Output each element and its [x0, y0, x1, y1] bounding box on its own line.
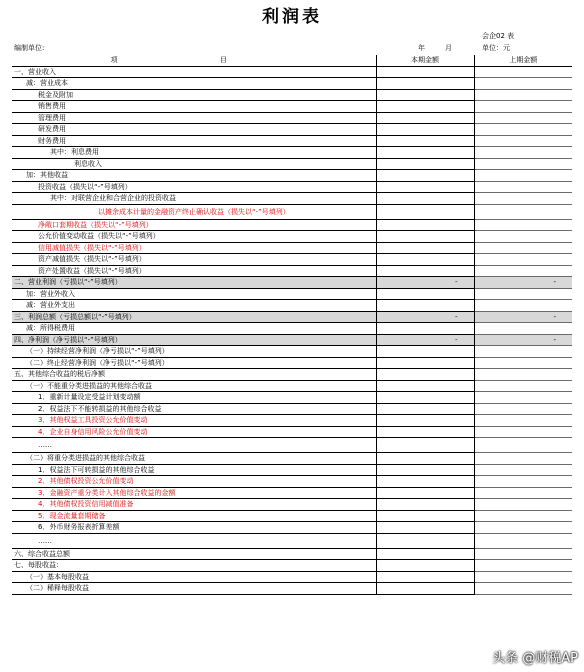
- row-prior-amount[interactable]: [474, 89, 572, 101]
- table-row: [12, 522, 572, 534]
- table-row: [12, 323, 572, 335]
- row-prior-amount[interactable]: [474, 453, 572, 465]
- row-item-label: 净敞口套期收益（损失以“-”号填列）: [12, 219, 376, 231]
- row-prior-amount[interactable]: [474, 533, 572, 548]
- row-prior-amount[interactable]: [474, 78, 572, 90]
- row-current-amount[interactable]: [376, 510, 474, 522]
- row-item-label: ……: [12, 438, 376, 453]
- row-item-label: （一）不能重分类进损益的其他综合收益: [12, 380, 376, 392]
- row-prior-amount[interactable]: -: [474, 334, 572, 346]
- table-row: [12, 426, 572, 438]
- row-item-label: 资产减值损失（损失以“-”号填列）: [12, 254, 376, 266]
- row-prior-amount[interactable]: [474, 560, 572, 572]
- table-row: [12, 583, 572, 595]
- row-current-amount[interactable]: [376, 158, 474, 170]
- table-row: [12, 476, 572, 488]
- table-row: [12, 560, 572, 572]
- row-current-amount[interactable]: [376, 476, 474, 488]
- row-item-label: 一、营业收入: [12, 66, 376, 78]
- table-row: [12, 181, 572, 193]
- table-row: [12, 499, 572, 511]
- row-item-label: 减：所得税费用: [12, 323, 376, 335]
- row-current-amount[interactable]: [376, 265, 474, 277]
- row-current-amount[interactable]: [376, 357, 474, 369]
- row-item-label: 5．现金流量套期储备: [12, 510, 376, 522]
- row-current-amount[interactable]: [376, 124, 474, 136]
- table-row: [12, 124, 572, 136]
- row-prior-amount[interactable]: -: [474, 277, 572, 289]
- row-current-amount[interactable]: [376, 415, 474, 427]
- table-row: [12, 219, 572, 231]
- column-header-current: 本期金额: [376, 55, 474, 66]
- row-current-amount[interactable]: [376, 426, 474, 438]
- row-item-label: 3．其他权益工具投资公允价值变动: [12, 415, 376, 427]
- row-item-label: ……: [12, 533, 376, 548]
- row-prior-amount[interactable]: -: [474, 311, 572, 323]
- row-prior-amount[interactable]: [474, 476, 572, 488]
- row-current-amount[interactable]: [376, 464, 474, 476]
- row-item-label: （一）持续经营净利润（净亏损以“-”号填列）: [12, 346, 376, 358]
- row-prior-amount[interactable]: [474, 193, 572, 205]
- row-current-amount[interactable]: [376, 170, 474, 182]
- row-prior-amount[interactable]: [474, 204, 572, 219]
- table-row: [12, 533, 572, 548]
- row-current-amount[interactable]: [376, 522, 474, 534]
- table-row: [12, 334, 572, 346]
- row-prior-amount[interactable]: [474, 392, 572, 404]
- row-item-label: 其中：利息费用: [12, 147, 376, 159]
- row-prior-amount[interactable]: [474, 426, 572, 438]
- month-label: 月: [445, 44, 452, 52]
- row-prior-amount[interactable]: [474, 571, 572, 583]
- row-prior-amount[interactable]: [474, 357, 572, 369]
- row-current-amount[interactable]: [376, 89, 474, 101]
- row-prior-amount[interactable]: [474, 66, 572, 78]
- row-current-amount[interactable]: [376, 204, 474, 219]
- row-current-amount[interactable]: [376, 487, 474, 499]
- row-current-amount[interactable]: -: [376, 334, 474, 346]
- row-item-label: 加：其他收益: [12, 170, 376, 182]
- column-header-row: [12, 55, 572, 66]
- table-row: [12, 158, 572, 170]
- row-item-label: （一）基本每股收益: [12, 571, 376, 583]
- row-prior-amount[interactable]: [474, 438, 572, 453]
- table-row: [12, 170, 572, 182]
- row-current-amount[interactable]: [376, 533, 474, 548]
- table-row: [12, 369, 572, 381]
- table-row: [12, 288, 572, 300]
- statement-title: 利润表: [262, 7, 322, 27]
- table-row: [12, 277, 572, 289]
- row-item-label: 二、营业利润（亏损以“-”号填列）: [12, 277, 376, 289]
- row-current-amount[interactable]: [376, 101, 474, 113]
- table-row: [12, 403, 572, 415]
- column-header-item: [12, 55, 376, 66]
- row-prior-amount[interactable]: [474, 464, 572, 476]
- row-item-label: 减：营业外支出: [12, 300, 376, 312]
- row-item-label: 减：营业成本: [12, 78, 376, 90]
- row-item-label: 四、净利润（净亏损以“-”号填列）: [12, 334, 376, 346]
- row-prior-amount[interactable]: [474, 265, 572, 277]
- table-row: [12, 193, 572, 205]
- row-current-amount[interactable]: [376, 346, 474, 358]
- row-prior-amount[interactable]: [474, 346, 572, 358]
- table-row: [12, 112, 572, 124]
- row-prior-amount[interactable]: [474, 487, 572, 499]
- table-row: [12, 300, 572, 312]
- table-row: [12, 101, 572, 113]
- row-prior-amount[interactable]: [474, 124, 572, 136]
- row-current-amount[interactable]: [376, 219, 474, 231]
- row-current-amount[interactable]: [376, 181, 474, 193]
- row-prior-amount[interactable]: [474, 288, 572, 300]
- form-code: 会企02 表: [482, 32, 515, 40]
- row-item-label: 加：营业外收入: [12, 288, 376, 300]
- row-prior-amount[interactable]: [474, 170, 572, 182]
- row-prior-amount[interactable]: [474, 415, 572, 427]
- row-item-label: （二）将重分类进损益的其他综合收益: [12, 453, 376, 465]
- row-item-label: 2．其他债权投资公允价值变动: [12, 476, 376, 488]
- table-row: [12, 346, 572, 358]
- row-prior-amount[interactable]: [474, 403, 572, 415]
- table-row: [12, 453, 572, 465]
- row-prior-amount[interactable]: [474, 300, 572, 312]
- table-row: [12, 147, 572, 159]
- row-item-label: 3．金融资产重分类计入其他综合收益的金额: [12, 487, 376, 499]
- table-row: [12, 438, 572, 453]
- row-prior-amount[interactable]: [474, 158, 572, 170]
- table-row: [12, 510, 572, 522]
- row-item-label: 公允价值变动收益（损失以“-”号填列）: [12, 231, 376, 243]
- row-prior-amount[interactable]: [474, 522, 572, 534]
- row-prior-amount[interactable]: [474, 254, 572, 266]
- unit-label: 单位：元: [482, 44, 510, 52]
- company-label: 编制单位:: [14, 44, 45, 52]
- row-current-amount[interactable]: -: [376, 277, 474, 289]
- row-item-label: 六、综合收益总额: [12, 548, 376, 560]
- row-prior-amount[interactable]: [474, 323, 572, 335]
- row-prior-amount[interactable]: [474, 499, 572, 511]
- table-row: [12, 66, 572, 78]
- table-row: [12, 265, 572, 277]
- row-current-amount[interactable]: [376, 369, 474, 381]
- row-item-label: 七、每股收益：: [12, 560, 376, 572]
- table-row: [12, 464, 572, 476]
- row-item-label: 销售费用: [12, 101, 376, 113]
- year-label: 年: [418, 44, 425, 52]
- row-item-label: 1．权益法下可转损益的其他综合收益: [12, 464, 376, 476]
- table-row: [12, 254, 572, 266]
- row-item-label: 以摊余成本计量的金融资产终止确认收益（损失以“-”号填列）: [12, 204, 376, 219]
- row-current-amount[interactable]: [376, 300, 474, 312]
- row-item-label: 投资收益（损失以“-”号填列）: [12, 181, 376, 193]
- row-current-amount[interactable]: [376, 583, 474, 595]
- row-item-label: 6．外币财务报表折算差额: [12, 522, 376, 534]
- row-item-label: 研发费用: [12, 124, 376, 136]
- table-row: [12, 571, 572, 583]
- row-prior-amount[interactable]: [474, 510, 572, 522]
- row-prior-amount[interactable]: [474, 219, 572, 231]
- row-prior-amount[interactable]: [474, 181, 572, 193]
- row-prior-amount[interactable]: [474, 369, 572, 381]
- row-current-amount[interactable]: [376, 323, 474, 335]
- row-item-label: 三、利润总额（亏损总额以“-”号填列）: [12, 311, 376, 323]
- row-current-amount[interactable]: [376, 403, 474, 415]
- table-row: [12, 242, 572, 254]
- row-item-label: 税金及附加: [12, 89, 376, 101]
- row-prior-amount[interactable]: [474, 147, 572, 159]
- row-item-label: 管理费用: [12, 112, 376, 124]
- row-current-amount[interactable]: [376, 254, 474, 266]
- column-header-prior: 上期金额: [474, 55, 572, 66]
- row-current-amount[interactable]: [376, 147, 474, 159]
- row-prior-amount[interactable]: [474, 135, 572, 147]
- row-current-amount[interactable]: [376, 560, 474, 572]
- row-current-amount[interactable]: [376, 571, 474, 583]
- row-prior-amount[interactable]: [474, 583, 572, 595]
- row-current-amount[interactable]: [376, 453, 474, 465]
- table-row: [12, 204, 572, 219]
- row-current-amount[interactable]: [376, 193, 474, 205]
- row-item-label: 4．其他债权投资信用减值准备: [12, 499, 376, 511]
- row-item-label: 信用减值损失（损失以“-”号填列）: [12, 242, 376, 254]
- row-current-amount[interactable]: [376, 380, 474, 392]
- row-prior-amount[interactable]: [474, 548, 572, 560]
- row-prior-amount[interactable]: [474, 231, 572, 243]
- row-item-label: 资产处置收益（损失以“-”号填列）: [12, 265, 376, 277]
- table-row: [12, 89, 572, 101]
- income-statement-table: [12, 55, 572, 595]
- row-current-amount[interactable]: [376, 66, 474, 78]
- row-item-label: （二）稀释每股收益: [12, 583, 376, 595]
- table-row: [12, 548, 572, 560]
- table-row: [12, 311, 572, 323]
- table-row: [12, 415, 572, 427]
- watermark: 头条 @财税AP: [492, 651, 578, 666]
- table-row: [12, 392, 572, 404]
- row-current-amount[interactable]: [376, 135, 474, 147]
- table-row: [12, 78, 572, 90]
- row-prior-amount[interactable]: [474, 101, 572, 113]
- row-item-label: （二）终止经营净利润（净亏损以“-”号填列）: [12, 357, 376, 369]
- row-item-label: 其中：对联营企业和合营企业的投资收益: [12, 193, 376, 205]
- row-prior-amount[interactable]: [474, 112, 572, 124]
- row-current-amount[interactable]: -: [376, 311, 474, 323]
- row-item-label: 财务费用: [12, 135, 376, 147]
- row-item-label: 1．重新计量设定受益计划变动额: [12, 392, 376, 404]
- column-header-item-label: 项 目: [110, 56, 277, 65]
- row-item-label: 4．企业自身信用风险公允价值变动: [12, 426, 376, 438]
- table-row: [12, 380, 572, 392]
- table-row: [12, 135, 572, 147]
- row-current-amount[interactable]: [376, 242, 474, 254]
- table-row: [12, 487, 572, 499]
- row-current-amount[interactable]: [376, 231, 474, 243]
- row-current-amount[interactable]: [376, 288, 474, 300]
- row-prior-amount[interactable]: [474, 380, 572, 392]
- row-current-amount[interactable]: [376, 548, 474, 560]
- row-item-label: 2．权益法下不能转损益的其他综合收益: [12, 403, 376, 415]
- row-item-label: 五、其他综合收益的税后净额: [12, 369, 376, 381]
- row-current-amount[interactable]: [376, 112, 474, 124]
- table-row: [12, 357, 572, 369]
- row-current-amount[interactable]: [376, 78, 474, 90]
- row-current-amount[interactable]: [376, 499, 474, 511]
- row-prior-amount[interactable]: [474, 242, 572, 254]
- row-current-amount[interactable]: [376, 438, 474, 453]
- table-row: [12, 231, 572, 243]
- row-item-label: 利息收入: [12, 158, 376, 170]
- row-current-amount[interactable]: [376, 392, 474, 404]
